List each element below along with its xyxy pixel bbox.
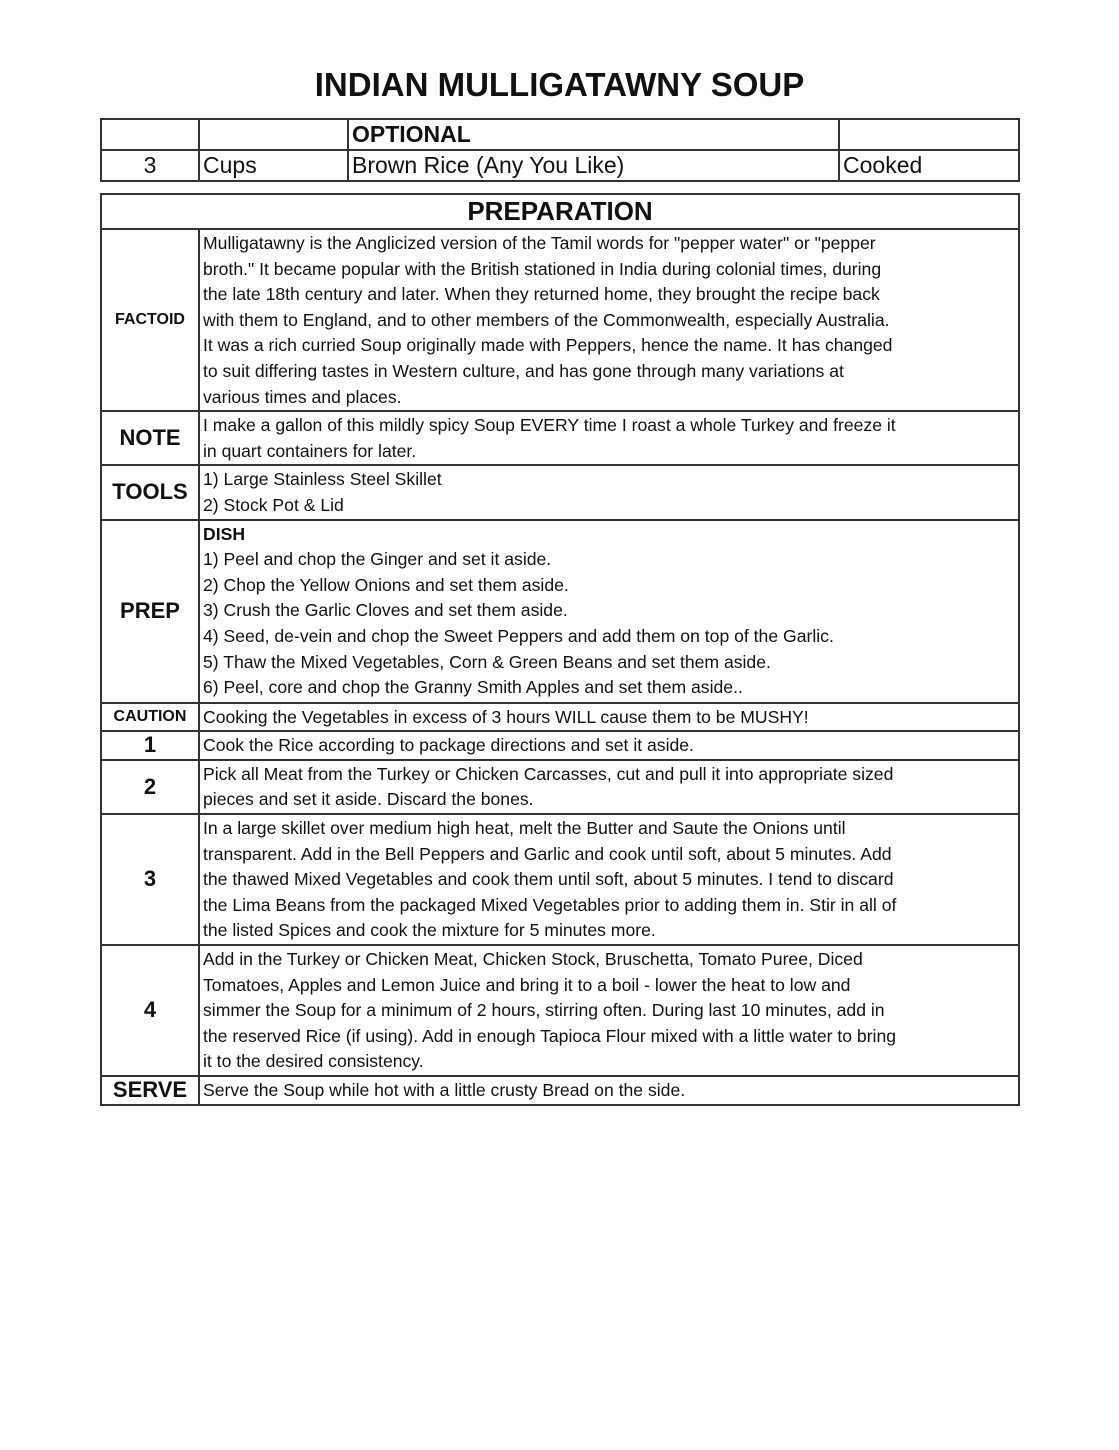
text-line: 5) Thaw the Mixed Vegetables, Corn & Green Beans and set them aside.: [203, 651, 771, 672]
text-line: the listed Spices and cook the mixture for 5 minutes more.: [203, 920, 656, 941]
preparation-table: [100, 193, 1020, 1106]
ingredients-table: [100, 118, 1020, 182]
text-line: the late 18th century and later. When they returned home, they brought the recipe back: [203, 284, 880, 305]
caution-text: [199, 703, 1019, 732]
text-line: simmer the Soup for a minimum of 2 hours, stirring often. During last 10 minutes, add in: [203, 1000, 885, 1021]
tools-text: [199, 465, 1019, 519]
step-text: [199, 731, 1019, 760]
text-line: 6) Peel, core and chop the Granny Smith Apples and set them aside..: [203, 677, 743, 698]
text-line: it to the desired consistency.: [203, 1051, 424, 1072]
ingredient-note: Cooked: [839, 150, 1019, 181]
text-line: It was a rich curried Soup originally made with Peppers, hence the name. It has changed: [203, 335, 893, 356]
header-qty: [101, 119, 199, 150]
note-text: [199, 411, 1019, 465]
text-line: 1) Large Stainless Steel Skillet: [203, 469, 442, 490]
text-line: the reserved Rice (if using). Add in enough Tapioca Flour mixed with a little water to bring: [203, 1025, 897, 1046]
text-line: Mulligatawny is the Anglicized version of the Tamil words for "pepper water" or "pepper: [203, 233, 876, 253]
step-number: 3: [101, 814, 199, 945]
step-row: [101, 760, 1019, 814]
caution-label: CAUTION: [101, 703, 199, 732]
header-section-optional: OPTIONAL: [348, 119, 839, 150]
text-line: 2) Chop the Yellow Onions and set them aside.: [203, 574, 569, 595]
recipe-title: INDIAN MULLIGATAWNY SOUP: [314, 66, 805, 103]
caution-row: [101, 703, 1019, 732]
step-number: 2: [101, 760, 199, 814]
text-line: broth." It became popular with the British stationed in India during colonial times, during: [203, 258, 882, 279]
text-line: 1) Peel and chop the Ginger and set it aside.: [203, 549, 552, 570]
prep-label: PREP: [101, 520, 199, 703]
ingredient-unit: Cups: [199, 150, 348, 181]
prep-subheading: DISH: [203, 523, 246, 544]
text-line: I make a gallon of this mildly spicy Soup EVERY time I roast a whole Turkey and freeze it: [203, 415, 896, 436]
text-line: Cook the Rice according to package directions and set it aside.: [203, 735, 694, 756]
step-row: [101, 814, 1019, 945]
preparation-heading-row: [101, 194, 1019, 229]
step-row: [101, 731, 1019, 760]
ingredient-row: [101, 150, 1019, 181]
text-line: with them to England, and to other members of the Commonwealth, especially Australia.: [203, 309, 890, 330]
text-line: Add in the Turkey or Chicken Meat, Chicken Stock, Bruschetta, Tomato Puree, Diced: [203, 948, 863, 969]
step-text: [199, 814, 1019, 945]
tools-label: TOOLS: [101, 465, 199, 519]
preparation-heading: PREPARATION: [101, 194, 1019, 229]
factoid-label: FACTOID: [101, 229, 199, 411]
ingredient-name: Brown Rice (Any You Like): [348, 150, 839, 181]
text-line: various times and places.: [203, 386, 402, 407]
text-line: pieces and set it aside. Discard the bones.: [203, 789, 534, 810]
text-line: 2) Stock Pot & Lid: [203, 494, 344, 515]
note-label: NOTE: [101, 411, 199, 465]
text-line: Cooking the Vegetables in excess of 3 hours WILL cause them to be MUSHY!: [203, 706, 809, 727]
header-note: [839, 119, 1019, 150]
prep-row: [101, 520, 1019, 703]
serve-text: [199, 1076, 1019, 1105]
text-line: the Lima Beans from the packaged Mixed Vegetables prior to adding them in. Stir in all of: [203, 894, 897, 915]
note-row: [101, 411, 1019, 465]
factoid-row: [101, 229, 1019, 411]
step-number: 4: [101, 945, 199, 1076]
serve-label: SERVE: [101, 1076, 199, 1105]
text-line: Serve the Soup while hot with a little crusty Bread on the side.: [203, 1079, 686, 1100]
ingredients-header-row: [101, 119, 1019, 150]
prep-text: [199, 520, 1019, 703]
text-line: the thawed Mixed Vegetables and cook them until soft, about 5 minutes. I tend to discard: [203, 869, 894, 890]
text-line: in quart containers for later.: [203, 440, 417, 461]
text-line: Tomatoes, Apples and Lemon Juice and bring it to a boil - lower the heat to low and: [203, 974, 851, 995]
tools-row: [101, 465, 1019, 519]
text-line: 3) Crush the Garlic Cloves and set them aside.: [203, 600, 568, 621]
serve-row: [101, 1076, 1019, 1105]
text-line: 4) Seed, de-vein and chop the Sweet Peppers and add them on top of the Garlic.: [203, 625, 834, 646]
step-text: [199, 760, 1019, 814]
text-line: In a large skillet over medium high heat, melt the Butter and Saute the Onions until: [203, 817, 846, 838]
text-line: transparent. Add in the Bell Peppers and Garlic and cook until soft, about 5 minutes. Add: [203, 843, 892, 864]
factoid-text: [199, 229, 1019, 411]
step-text: [199, 945, 1019, 1076]
ingredient-qty: 3: [101, 150, 199, 181]
text-line: to suit differing tastes in Western culture, and has gone through many variations at: [203, 360, 844, 381]
step-row: [101, 945, 1019, 1076]
header-unit: [199, 119, 348, 150]
step-number: 1: [101, 731, 199, 760]
text-line: Pick all Meat from the Turkey or Chicken Carcasses, cut and pull it into appropriate sized: [203, 763, 894, 784]
